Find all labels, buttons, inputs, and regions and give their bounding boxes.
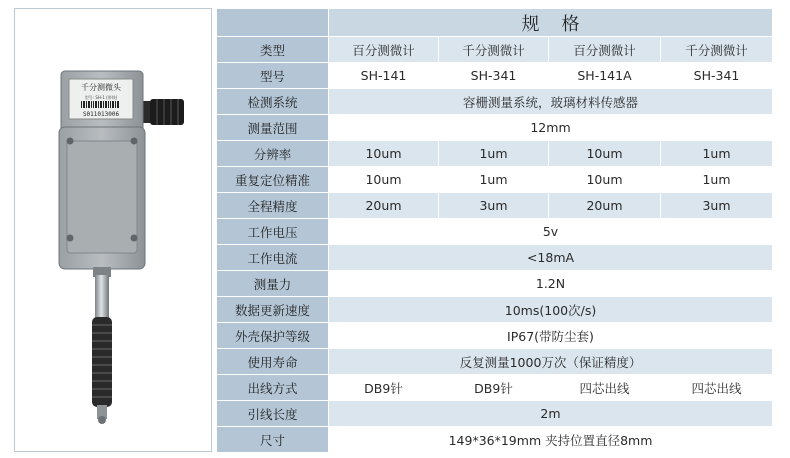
spec-value-cell: 百分测微计 bbox=[329, 37, 439, 63]
spec-row-label: 引线长度 bbox=[217, 401, 329, 427]
spec-value-cell: 1.2N bbox=[329, 271, 773, 297]
spec-value-cell: 3um bbox=[661, 193, 773, 219]
spec-row bbox=[217, 271, 773, 297]
spec-row-label: 型号 bbox=[217, 63, 329, 89]
spindle-shaft bbox=[95, 275, 109, 319]
probe-ball bbox=[98, 416, 106, 424]
spec-row bbox=[217, 141, 773, 167]
spec-value-cell: DB9针 bbox=[329, 375, 439, 401]
spec-value-cell: 10ms(100次/s) bbox=[329, 297, 773, 323]
spec-row bbox=[217, 245, 773, 271]
spec-row-label: 外壳保护等级 bbox=[217, 323, 329, 349]
screw-icon bbox=[131, 138, 138, 145]
product-photo-panel bbox=[14, 8, 212, 452]
spec-value-cell: SH-341 bbox=[439, 63, 549, 89]
spec-value-cell: 149*36*19mm 夹持位置直径8mm bbox=[329, 427, 773, 453]
spec-row bbox=[217, 89, 773, 115]
spec-value-cell: SH-341 bbox=[661, 63, 773, 89]
screw-icon bbox=[131, 235, 138, 242]
barcode-icon bbox=[81, 101, 119, 108]
spec-row-label: 测量力 bbox=[217, 271, 329, 297]
spec-table bbox=[216, 8, 773, 453]
spec-value-cell: 千分测微计 bbox=[439, 37, 549, 63]
serial-number: S011013006 bbox=[82, 111, 120, 118]
spec-row bbox=[217, 297, 773, 323]
spec-row bbox=[217, 115, 773, 141]
spec-row-label: 数据更新速度 bbox=[217, 297, 329, 323]
spec-value-cell: 10um bbox=[549, 141, 661, 167]
spec-row bbox=[217, 167, 773, 193]
dust-boot bbox=[92, 317, 112, 407]
spec-value-cell: 1um bbox=[439, 167, 549, 193]
spec-row bbox=[217, 219, 773, 245]
spec-value-cell: 容栅测量系统，玻璃材料传感器 bbox=[329, 89, 773, 115]
spec-row bbox=[217, 323, 773, 349]
spec-value-cell: 20um bbox=[549, 193, 661, 219]
spec-value-cell: 20um bbox=[329, 193, 439, 219]
screw-icon bbox=[67, 138, 74, 145]
spec-value-cell: 四芯出线 bbox=[549, 375, 661, 401]
spec-row-label: 检测系统 bbox=[217, 89, 329, 115]
spec-value-cell: 1um bbox=[661, 141, 773, 167]
spec-value-cell: 3um bbox=[439, 193, 549, 219]
screw-icon bbox=[67, 235, 74, 242]
spec-value-cell: 千分测微计 bbox=[661, 37, 773, 63]
micrometer-head-image bbox=[15, 9, 211, 451]
spec-title-row bbox=[217, 9, 773, 37]
spec-row-label: 重复定位精准 bbox=[217, 167, 329, 193]
spec-row-label: 工作电流 bbox=[217, 245, 329, 271]
corner-cell bbox=[217, 9, 329, 37]
spec-row bbox=[217, 63, 773, 89]
spec-row bbox=[217, 375, 773, 401]
spec-value-cell: 四芯出线 bbox=[661, 375, 773, 401]
spec-value-cell: 1um bbox=[439, 141, 549, 167]
spec-value-cell: 百分测微计 bbox=[549, 37, 661, 63]
housing-cover bbox=[67, 141, 137, 253]
spec-row bbox=[217, 193, 773, 219]
spec-row bbox=[217, 349, 773, 375]
spec-value-cell: DB9针 bbox=[439, 375, 549, 401]
spec-row-label: 尺寸 bbox=[217, 427, 329, 453]
cable-connector bbox=[141, 99, 184, 125]
spec-row-label: 全程精度 bbox=[217, 193, 329, 219]
spec-row bbox=[217, 427, 773, 453]
spec-row-label: 出线方式 bbox=[217, 375, 329, 401]
spec-title: 规格 bbox=[329, 9, 773, 37]
spec-value-cell: 10um bbox=[549, 167, 661, 193]
spec-value-cell: SH-141A bbox=[549, 63, 661, 89]
spec-row-label: 工作电压 bbox=[217, 219, 329, 245]
spec-value-cell: IP67(带防尘套) bbox=[329, 323, 773, 349]
spec-value-cell: 5v bbox=[329, 219, 773, 245]
spec-row-label: 分辨率 bbox=[217, 141, 329, 167]
spec-row-label: 测量范围 bbox=[217, 115, 329, 141]
spec-row-label: 使用寿命 bbox=[217, 349, 329, 375]
spec-row-label: 类型 bbox=[217, 37, 329, 63]
spec-value-cell: 1um bbox=[661, 167, 773, 193]
spec-value-cell: 2m bbox=[329, 401, 773, 427]
spec-value-cell: 反复测量1000万次（保证精度） bbox=[329, 349, 773, 375]
spec-value-cell: SH-141 bbox=[329, 63, 439, 89]
spec-row bbox=[217, 401, 773, 427]
spec-value-cell: 10um bbox=[329, 141, 439, 167]
label-small: 型号: SH-1 (带线) bbox=[84, 95, 118, 100]
spec-row bbox=[217, 37, 773, 63]
spec-value-cell: 10um bbox=[329, 167, 439, 193]
spec-value-cell: <18mA bbox=[329, 245, 773, 271]
label-name: 千分测微头 bbox=[81, 83, 121, 92]
spec-value-cell: 12mm bbox=[329, 115, 773, 141]
